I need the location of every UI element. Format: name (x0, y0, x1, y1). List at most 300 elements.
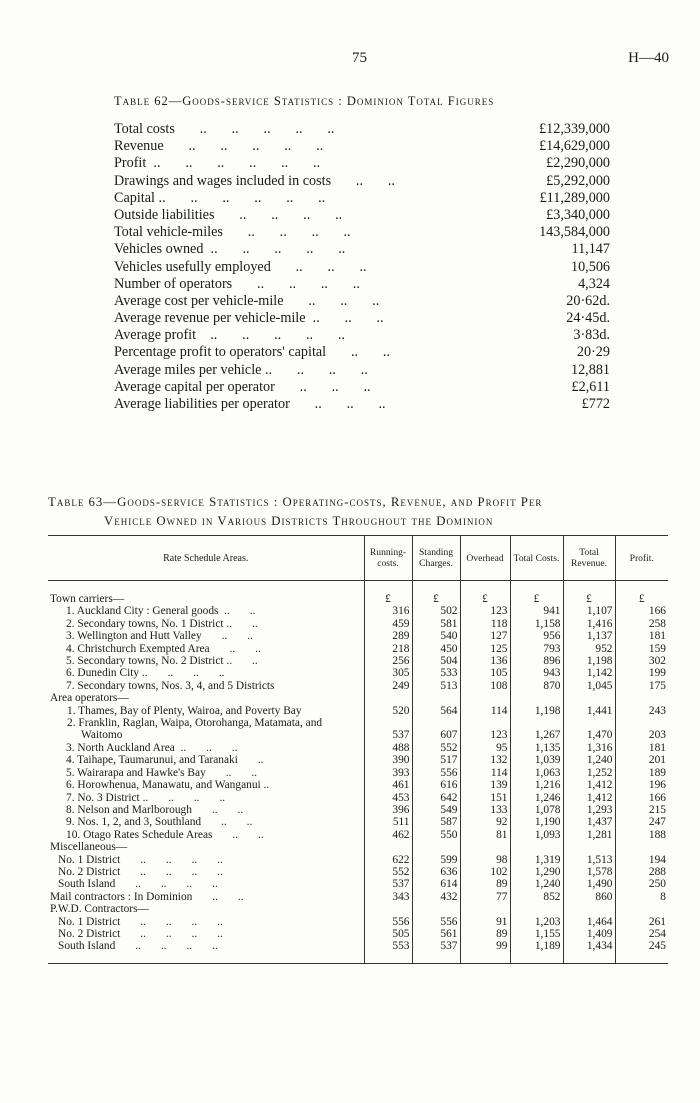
stat-row (114, 241, 610, 258)
empty-cell (510, 903, 563, 915)
value-cell: 92 (460, 816, 510, 828)
empty-cell (563, 841, 615, 853)
value-cell: 556 (364, 916, 412, 928)
value-cell: 139 (460, 779, 510, 791)
value-cell: 1,252 (563, 767, 615, 779)
stat-label: Drawings and wages included in costs .. .. (114, 172, 395, 189)
value-cell: 123 (460, 717, 510, 742)
value-cell: 511 (364, 816, 412, 828)
stat-label: Vehicles owned .. .. .. .. .. (114, 241, 346, 258)
value-cell: 136 (460, 655, 510, 667)
area-name: 2. Franklin, Raglan, Waipa, Otorohanga, Matamata, and Waitomo (67, 717, 323, 742)
value-cell: 1,319 (510, 854, 563, 866)
stat-value: 143,584,000 (539, 224, 610, 241)
area-name: 8. Nelson and Marlborough .. .. (66, 803, 244, 816)
table-row (48, 655, 668, 667)
value-cell: 549 (412, 804, 460, 816)
stat-value: 10,506 (570, 258, 610, 275)
value-cell: 203 (615, 717, 668, 742)
area-name: 10. Otago Rates Schedule Areas .. .. (66, 828, 264, 841)
stat-label: Vehicles usefully employed .. .. .. (114, 258, 367, 275)
value-cell: 396 (364, 804, 412, 816)
stat-value: £5,292,000 (546, 172, 610, 189)
value-cell: 151 (460, 792, 510, 804)
stat-value: 4,324 (578, 275, 610, 292)
spacer-cell (364, 581, 412, 594)
value-cell: 132 (460, 754, 510, 766)
value-cell: 1,441 (563, 705, 615, 717)
table-62-title: Table 62—Goods-service Statistics : Dominion Total Figures (114, 94, 495, 108)
empty-cell (364, 692, 412, 704)
value-cell: 453 (364, 792, 412, 804)
value-cell: 305 (364, 667, 412, 679)
col-header-area: Rate Schedule Areas. (48, 536, 364, 581)
table-row (48, 705, 668, 717)
end-cell (460, 953, 510, 964)
value-cell: 1,158 (510, 618, 563, 630)
value-cell: 1,412 (563, 792, 615, 804)
stat-label: Outside liabilities .. .. .. .. (114, 206, 343, 223)
empty-cell (412, 692, 460, 704)
area-name: South Island .. .. .. .. (58, 940, 218, 953)
value-cell: 941 (510, 605, 563, 617)
value-cell: 1,045 (563, 680, 615, 692)
value-cell: 502 (412, 605, 460, 617)
value-cell: 896 (510, 655, 563, 667)
stat-label: Average profit .. .. .. .. .. (114, 327, 346, 344)
unit-cell: £ (460, 593, 510, 605)
empty-cell (510, 692, 563, 704)
value-cell: 181 (615, 742, 668, 754)
value-cell: 793 (510, 643, 563, 655)
value-cell: 1,093 (510, 829, 563, 841)
value-cell: 1,578 (563, 866, 615, 878)
value-cell: 316 (364, 605, 412, 617)
value-cell: 1,316 (563, 742, 615, 754)
table-row (48, 878, 668, 890)
value-cell: 505 (364, 928, 412, 940)
area-name: 3. North Auckland Area .. .. .. (66, 741, 238, 754)
table-63 (48, 535, 668, 964)
empty-cell (615, 692, 668, 704)
value-cell: 289 (364, 630, 412, 642)
value-cell: 517 (412, 754, 460, 766)
value-cell: 1,063 (510, 767, 563, 779)
value-cell: 1,198 (563, 655, 615, 667)
value-cell: 102 (460, 866, 510, 878)
value-cell: 390 (364, 754, 412, 766)
value-cell: 462 (364, 829, 412, 841)
value-cell: 1,490 (563, 878, 615, 890)
value-cell: 956 (510, 630, 563, 642)
stat-label: Average miles per vehicle .. .. .. .. (114, 361, 368, 378)
table-row (48, 816, 668, 828)
stat-value: 3·83d. (573, 327, 610, 344)
value-cell: 175 (615, 680, 668, 692)
value-cell: 218 (364, 643, 412, 655)
stat-value: £772 (581, 396, 610, 412)
table-row (48, 754, 668, 766)
value-cell: 159 (615, 643, 668, 655)
value-cell: 614 (412, 878, 460, 890)
value-cell: 1,203 (510, 916, 563, 928)
empty-cell (615, 903, 668, 915)
table-row (48, 717, 668, 742)
stat-value: £12,339,000 (539, 121, 610, 137)
value-cell: 8 (615, 891, 668, 903)
end-cell (48, 953, 364, 964)
stat-value: £11,289,000 (539, 189, 610, 206)
area-name: No. 1 District .. .. .. .. (58, 915, 223, 928)
empty-cell (364, 841, 412, 853)
table-row (48, 804, 668, 816)
value-cell: 127 (460, 630, 510, 642)
col-header-standing: Standing Charges. (412, 536, 460, 581)
stat-value: £2,290,000 (546, 155, 610, 172)
value-cell: 1,135 (510, 742, 563, 754)
stat-label: Average cost per vehicle-mile .. .. .. (114, 292, 380, 309)
value-cell: 622 (364, 854, 412, 866)
group-heading: P.W.D. Contractors— (50, 903, 149, 916)
unit-cell: £ (364, 593, 412, 605)
value-cell: 1,039 (510, 754, 563, 766)
value-cell: 556 (412, 767, 460, 779)
group-heading: Miscellaneous— (50, 841, 128, 854)
value-cell: 288 (615, 866, 668, 878)
table-row (48, 792, 668, 804)
table-row (48, 891, 668, 903)
empty-cell (364, 903, 412, 915)
stat-row (114, 293, 610, 310)
group-heading: Town carriers— (50, 593, 125, 605)
value-cell: 89 (460, 878, 510, 890)
value-cell: 77 (460, 891, 510, 903)
table-row (48, 643, 668, 655)
table-63-title (48, 493, 668, 531)
value-cell: 581 (412, 618, 460, 630)
unit-cell: £ (510, 593, 563, 605)
empty-cell (460, 841, 510, 853)
empty-cell (510, 841, 563, 853)
value-cell: 1,437 (563, 816, 615, 828)
value-cell: 540 (412, 630, 460, 642)
page-header (0, 50, 700, 72)
value-cell: 1,190 (510, 816, 563, 828)
stat-row (114, 379, 610, 396)
page-number: 75 (352, 50, 367, 66)
value-cell: 393 (364, 767, 412, 779)
area-name: 5. Secondary towns, No. 2 District .. .. (66, 655, 258, 668)
table-63-title-line2: Vehicle Owned in Various Districts Throughout the Dominion (104, 514, 494, 528)
unit-cell: £ (615, 593, 668, 605)
spacer-cell (48, 581, 364, 594)
value-cell: 533 (412, 667, 460, 679)
stat-row (114, 155, 610, 172)
value-cell: 537 (412, 940, 460, 952)
value-cell: 247 (615, 816, 668, 828)
value-cell: 520 (364, 705, 412, 717)
area-name: 4. Christchurch Exempted Area .. .. (66, 642, 261, 655)
stat-row (114, 121, 610, 138)
value-cell: 561 (412, 928, 460, 940)
area-name: 9. Nos. 1, 2, and 3, Southland .. .. (66, 816, 253, 829)
empty-cell (412, 841, 460, 853)
stat-label: Percentage profit to operators' capital .. .. (114, 344, 390, 361)
group-heading-row (48, 692, 668, 704)
value-cell: 1,107 (563, 605, 615, 617)
table-63-header-row (48, 536, 668, 581)
value-cell: 1,240 (563, 754, 615, 766)
value-cell: 860 (563, 891, 615, 903)
value-cell: 564 (412, 705, 460, 717)
area-name: No. 1 District .. .. .. .. (58, 853, 223, 866)
table-63-title-line1: Table 63—Goods-service Statistics : Operating-costs, Revenue, and Profit Per (48, 495, 543, 509)
value-cell: 943 (510, 667, 563, 679)
table-row (48, 680, 668, 692)
value-cell: 553 (364, 940, 412, 952)
col-header-total-costs: Total Costs. (510, 536, 563, 581)
value-cell: 91 (460, 916, 510, 928)
stat-value: £2,611 (571, 378, 610, 395)
stat-value: £3,340,000 (546, 206, 610, 223)
col-header-overhead: Overhead (460, 536, 510, 581)
stat-value: 11,147 (571, 241, 610, 258)
value-cell: 587 (412, 816, 460, 828)
table-row (48, 630, 668, 642)
value-cell: 194 (615, 854, 668, 866)
table-row (48, 866, 668, 878)
stat-row (114, 259, 610, 276)
empty-cell (460, 692, 510, 704)
table-row (48, 916, 668, 928)
value-cell: 1,416 (563, 618, 615, 630)
value-cell: 552 (412, 742, 460, 754)
value-cell: 1,434 (563, 940, 615, 952)
stat-row (114, 138, 610, 155)
group-heading-row (48, 593, 668, 605)
value-cell: 1,293 (563, 804, 615, 816)
value-cell: 166 (615, 792, 668, 804)
value-cell: 488 (364, 742, 412, 754)
group-heading: Area operators— (50, 692, 129, 705)
value-cell: 95 (460, 742, 510, 754)
value-cell: 89 (460, 928, 510, 940)
value-cell: 1,198 (510, 705, 563, 717)
area-name: 5. Wairarapa and Hawke's Bay .. .. (66, 766, 258, 779)
value-cell: 1,281 (563, 829, 615, 841)
stat-label: Number of operators .. .. .. .. (114, 275, 360, 292)
table-row (48, 829, 668, 841)
value-cell: 250 (615, 878, 668, 890)
value-cell: 1,513 (563, 854, 615, 866)
area-name: 4. Taihape, Taumarunui, and Taranaki .. (66, 754, 264, 767)
area-name: 7. No. 3 District .. .. .. .. (66, 791, 226, 804)
value-cell: 105 (460, 667, 510, 679)
table-row (48, 767, 668, 779)
stat-label: Total vehicle-miles .. .. .. .. (114, 224, 351, 241)
area-name: 7. Secondary towns, Nos. 3, 4, and 5 Districts (66, 679, 275, 692)
value-cell: 243 (615, 705, 668, 717)
unit-cell: £ (412, 593, 460, 605)
value-cell: 1,412 (563, 779, 615, 791)
value-cell: 199 (615, 667, 668, 679)
end-row (48, 953, 668, 964)
value-cell: 1,470 (563, 717, 615, 742)
value-cell: 636 (412, 866, 460, 878)
end-cell (563, 953, 615, 964)
stat-row (114, 327, 610, 344)
table-row (48, 742, 668, 754)
value-cell: 1,078 (510, 804, 563, 816)
value-cell: 261 (615, 916, 668, 928)
value-cell: 118 (460, 618, 510, 630)
table-row (48, 940, 668, 952)
spacer-cell (460, 581, 510, 594)
value-cell: 196 (615, 779, 668, 791)
value-cell: 125 (460, 643, 510, 655)
value-cell: 201 (615, 754, 668, 766)
stat-row (114, 396, 610, 413)
stat-row (114, 207, 610, 224)
value-cell: 607 (412, 717, 460, 742)
stat-value: 12,881 (570, 361, 610, 378)
value-cell: 1,155 (510, 928, 563, 940)
stat-row (114, 344, 610, 361)
value-cell: 1,290 (510, 866, 563, 878)
area-name: Mail contractors : In Dominion .. .. (50, 890, 244, 903)
end-cell (510, 953, 563, 964)
area-name: No. 2 District .. .. .. .. (58, 865, 223, 878)
table-62 (114, 121, 610, 413)
table-row (48, 854, 668, 866)
value-cell: 1,142 (563, 667, 615, 679)
stat-row (114, 362, 610, 379)
stat-row (114, 310, 610, 327)
value-cell: 450 (412, 643, 460, 655)
table-row (48, 928, 668, 940)
value-cell: 114 (460, 767, 510, 779)
value-cell: 114 (460, 705, 510, 717)
stat-label: Revenue .. .. .. .. .. (114, 138, 324, 155)
stat-label: Capital .. .. .. .. .. .. (114, 189, 326, 206)
end-cell (364, 953, 412, 964)
area-name: 1. Thames, Bay of Plenty, Wairoa, and Poverty Bay (67, 704, 302, 717)
value-cell: 215 (615, 804, 668, 816)
group-heading-row (48, 841, 668, 853)
area-name: 2. Secondary towns, No. 1 District .. .. (66, 617, 258, 630)
table-row (48, 618, 668, 630)
value-cell: 952 (563, 643, 615, 655)
value-cell: 550 (412, 829, 460, 841)
col-header-running: Running-costs. (364, 536, 412, 581)
stat-value: 20·29 (576, 344, 610, 361)
stat-label: Average liabilities per operator .. .. .. (114, 396, 386, 412)
value-cell: 81 (460, 829, 510, 841)
value-cell: 258 (615, 618, 668, 630)
value-cell: 537 (364, 878, 412, 890)
document-reference: H—40 (628, 50, 669, 66)
value-cell: 461 (364, 779, 412, 791)
value-cell: 513 (412, 680, 460, 692)
value-cell: 599 (412, 854, 460, 866)
value-cell: 99 (460, 940, 510, 952)
group-heading-row (48, 903, 668, 915)
value-cell: 1,216 (510, 779, 563, 791)
value-cell: 504 (412, 655, 460, 667)
table-63-body (48, 581, 668, 964)
value-cell: 616 (412, 779, 460, 791)
table-row (48, 779, 668, 791)
value-cell: 343 (364, 891, 412, 903)
value-cell: 459 (364, 618, 412, 630)
stat-value: 24·45d. (566, 310, 610, 327)
value-cell: 249 (364, 680, 412, 692)
value-cell: 552 (364, 866, 412, 878)
area-name: South Island .. .. .. .. (58, 878, 218, 891)
value-cell: 556 (412, 916, 460, 928)
value-cell: 108 (460, 680, 510, 692)
area-name: 1. Auckland City : General goods .. .. (66, 605, 256, 618)
value-cell: 245 (615, 940, 668, 952)
area-name: 6. Dunedin City .. .. .. .. (66, 667, 225, 680)
value-cell: 537 (364, 717, 412, 742)
value-cell: 98 (460, 854, 510, 866)
spacer-cell (563, 581, 615, 594)
empty-cell (412, 903, 460, 915)
value-cell: 254 (615, 928, 668, 940)
value-cell: 1,137 (563, 630, 615, 642)
stat-value: £14,629,000 (539, 138, 610, 155)
col-header-total-revenue: Total Revenue. (563, 536, 615, 581)
spacer-cell (412, 581, 460, 594)
empty-cell (460, 903, 510, 915)
stat-row (114, 190, 610, 207)
value-cell: 1,189 (510, 940, 563, 952)
value-cell: 166 (615, 605, 668, 617)
unit-cell: £ (563, 593, 615, 605)
area-name: No. 2 District .. .. .. .. (58, 927, 223, 940)
empty-cell (615, 841, 668, 853)
spacer-cell (615, 581, 668, 594)
value-cell: 1,267 (510, 717, 563, 742)
value-cell: 123 (460, 605, 510, 617)
value-cell: 1,240 (510, 878, 563, 890)
stat-row (114, 224, 610, 241)
spacer-cell (510, 581, 563, 594)
stat-label: Total costs .. .. .. .. .. (114, 121, 335, 137)
value-cell: 256 (364, 655, 412, 667)
value-cell: 1,464 (563, 916, 615, 928)
value-cell: 870 (510, 680, 563, 692)
value-cell: 642 (412, 792, 460, 804)
value-cell: 133 (460, 804, 510, 816)
table-row (48, 605, 668, 617)
stat-row (114, 173, 610, 190)
stat-row (114, 276, 610, 293)
value-cell: 188 (615, 829, 668, 841)
empty-cell (563, 692, 615, 704)
end-cell (412, 953, 460, 964)
stat-label: Average revenue per vehicle-mile .. .. .. (114, 310, 384, 327)
stat-label: Profit .. .. .. .. .. .. (114, 155, 321, 172)
table-row (48, 667, 668, 679)
area-name: 6. Horowhenua, Manawatu, and Wanganui .. (66, 779, 270, 792)
stat-label: Average capital per operator .. .. .. (114, 378, 371, 395)
empty-cell (563, 903, 615, 915)
stat-value: 20·62d. (566, 292, 610, 309)
col-header-profit: Profit. (615, 536, 668, 581)
area-name: 3. Wellington and Hutt Valley .. .. (66, 630, 253, 643)
